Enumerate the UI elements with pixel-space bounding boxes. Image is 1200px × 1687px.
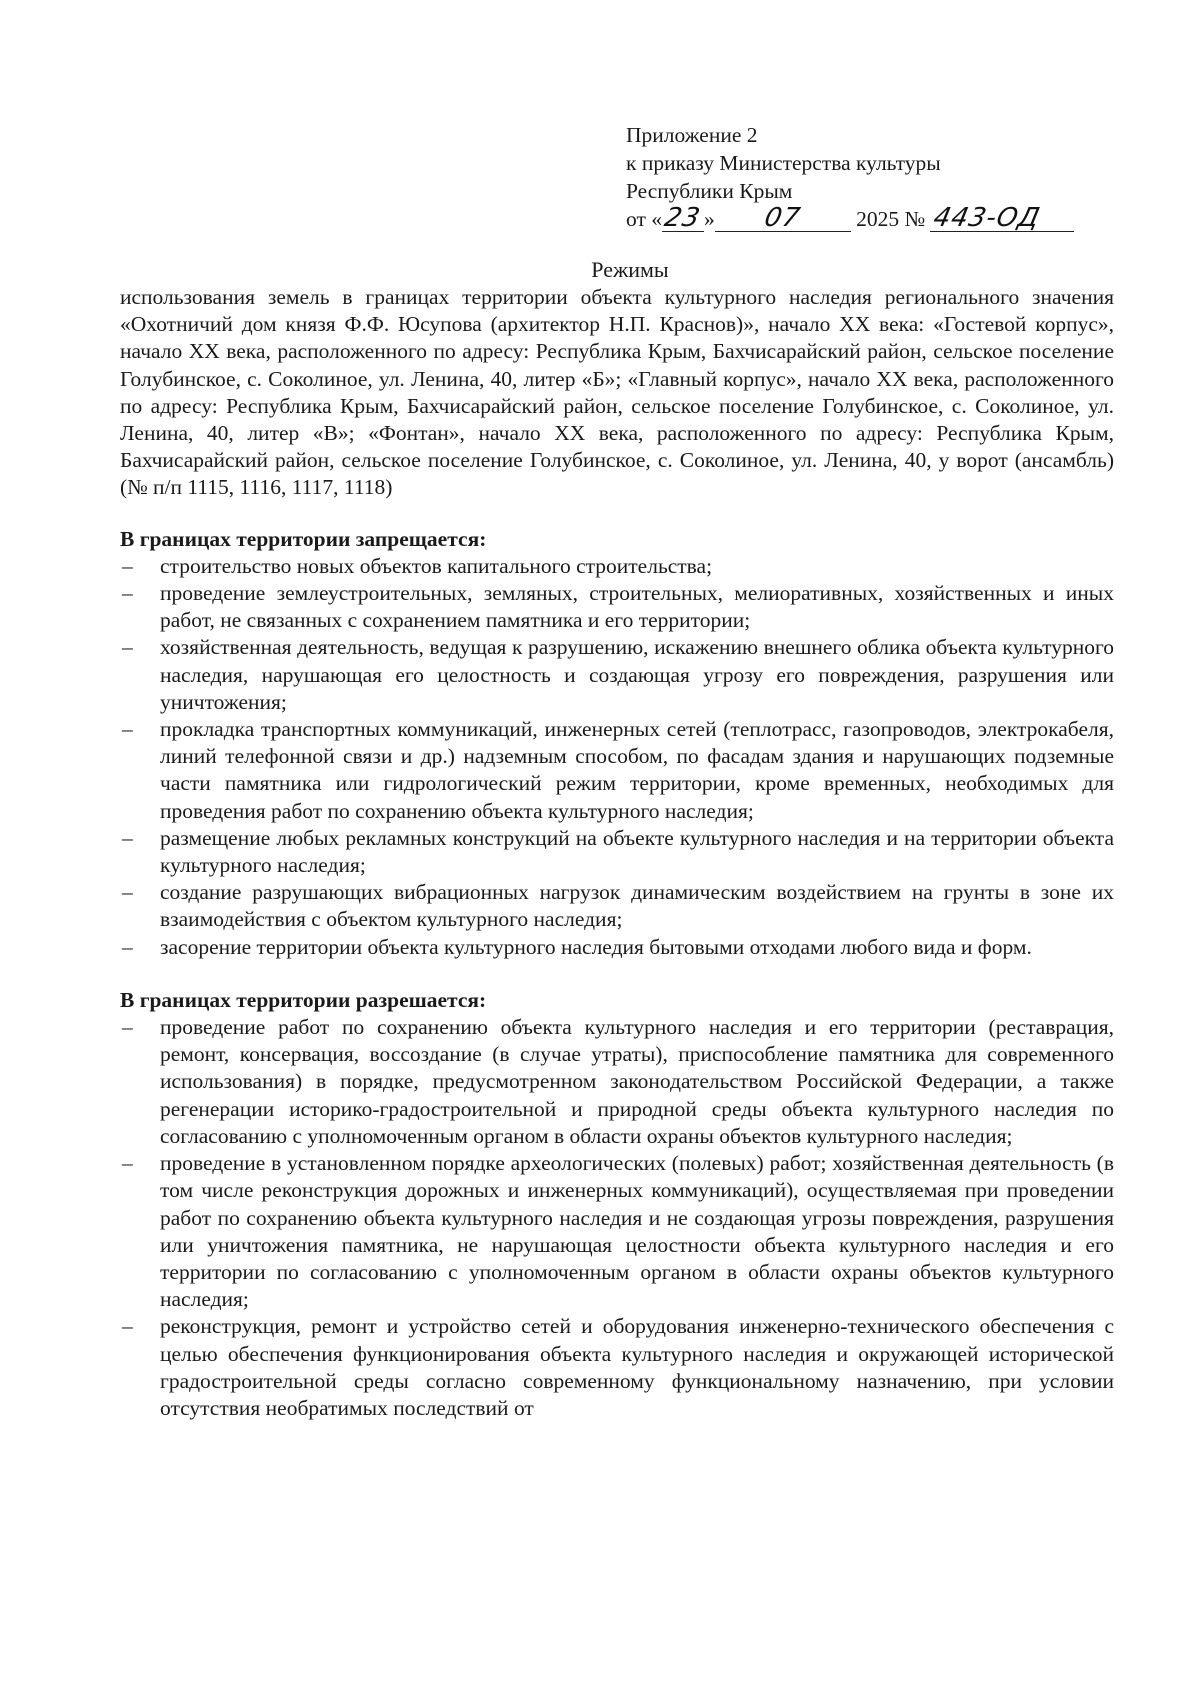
appendix-line-3: Республики Крым [626, 179, 793, 203]
prohibited-item: – размещение любых рекламных конструкций на объекте культурного наследия и на территории объекта культурного наследия; [120, 825, 1114, 879]
prohibited-item: – проведение землеустроительных, земляных, строительных, мелиоративных, хозяйственных и иных работ, не связанных с сохранением памятника и его территории; [120, 580, 1114, 634]
appendix-line-2: к приказу Министерства культуры [626, 151, 941, 175]
order-number-handwritten: 443-ОД [931, 203, 1044, 233]
permitted-item: – проведение работ по сохранению объекта культурного наследия и его территории (реставрация, ремонт, консервация, воссоздание (в случае утраты), приспособление памятника для современного использования) в порядке, предусмотренном законодательством Российской Федерации, а также регенерации историко-градостроительной и природной среды объекта культурного наследия по согласованию с уполномоченным органом в области охраны объектов культурного наследия; [120, 1014, 1114, 1150]
prohibited-item: – засорение территории объекта культурного наследия бытовыми отходами любого вида и форм. [120, 934, 1114, 961]
intro-paragraph: использования земель в границах территории объекта культурного наследия регионального значения «Охотничий дом князя Ф.Ф. Юсупова (архитектор Н.П. Краснов)», начало XX века: «Гостевой корпус», начало XX века, расположенного по адресу: Республика Крым, Бахчисарайский район, сельское поселение Голубинское, с. Соколиное, ул. Ленина, 40, литер «Б»; «Главный корпус», начало XX века, расположенного по адресу: Республика Крым, Бахчисарайский район, сельское поселение Голубинское, с. Соколиное, ул. Ленина, 40, литер «В»; «Фонтан», начало XX века, расположенного по адресу: Республика Крым, Бахчисарайский район, сельское поселение Голубинское, с. Соколиное, ул. Ленина, 40, у ворот (ансамбль) (№ п/п 1115, 1116, 1117, 1118) [120, 285, 1114, 500]
permitted-list [120, 1014, 1114, 1422]
appendix-line-1: Приложение 2 [626, 123, 758, 147]
date-prefix: от « [626, 207, 662, 231]
date-day-field [662, 203, 704, 233]
permitted-item: – проведение в установленном порядке археологических (полевых) работ; хозяйственная деятельность (в том числе реконструкция дорожных и инженерных коммуникаций), осуществляемая при проведении работ по сохранению объекта культурного наследия и не создающая угрозы повреждения, разрушения или уничтожения памятника, не нарушающая целостности объекта культурного наследия и его территории по согласованию с уполномоченным органом в области охраны объектов культурного наследия; [120, 1150, 1114, 1313]
permitted-heading: В границах территории разрешается: [120, 987, 487, 1012]
date-year-label: 2025 № [856, 207, 926, 231]
document-title: Режимы [591, 257, 669, 282]
prohibited-heading: В границах территории запрещается: [120, 526, 487, 551]
prohibited-item: – прокладка транспортных коммуникаций, инженерных сетей (теплотрасс, газопроводов, электрокабеля, линий телефонной связи и др.) надземным способом, по фасадам здания и нарушающих подземные части памятника или гидрологический режим территории, кроме временных, необходимых для проведения работ по сохранению объекта культурного наследия; [120, 716, 1114, 825]
document-body [120, 284, 1114, 1422]
prohibited-item: – строительство новых объектов капитального строительства; [120, 553, 1114, 580]
prohibited-list [120, 553, 1114, 961]
appendix-block [626, 121, 1146, 233]
date-mid: » [704, 207, 715, 231]
prohibited-item: – хозяйственная деятельность, ведущая к разрушению, искажению внешнего облика объекта культурного наследия, нарушающая его целостность и создающая угрозу его повреждения, разрушения или уничтожения; [120, 634, 1114, 716]
date-month-field [715, 203, 851, 233]
order-number-field [930, 203, 1074, 233]
order-date-line [626, 205, 1146, 233]
permitted-item: – реконструкция, ремонт и устройство сетей и оборудования инженерно-технического обеспечения с целью обеспечения функционирования объекта культурного наследия и окружающей исторической градостроительной среды согласно современному функциональному назначению, при условии отсутствия необратимых последствий от [120, 1313, 1114, 1422]
prohibited-item: – создание разрушающих вибрационных нагрузок динамическим воздействием на грунты в зоне их взаимодействия с объектом культурного наследия; [120, 879, 1114, 933]
date-month-handwritten: 07 [762, 203, 804, 233]
date-day-handwritten: 23 [662, 203, 704, 233]
